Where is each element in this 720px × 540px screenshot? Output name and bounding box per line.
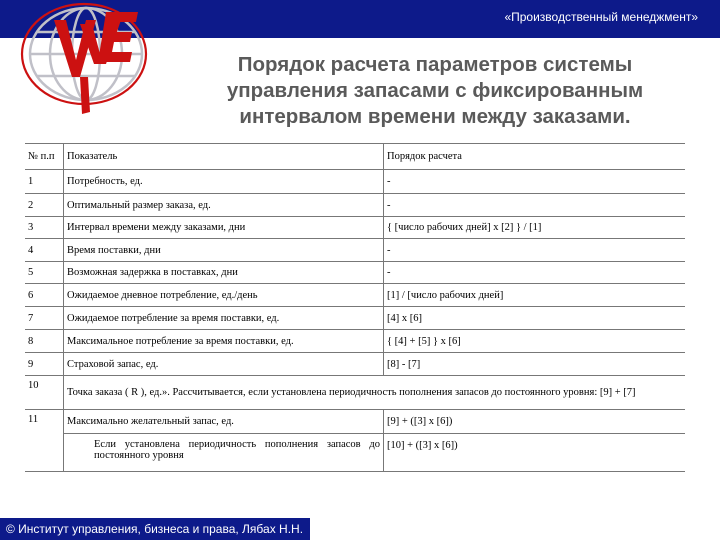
- table-cell: 1: [25, 170, 64, 194]
- table-cell: Оптимальный размер заказа, ед.: [64, 194, 384, 217]
- table-row: [25, 194, 685, 217]
- header-brand-text: «Производственный менеджмент»: [504, 10, 698, 24]
- table-cell: Потребность, ед.: [64, 170, 384, 194]
- table-row: [25, 170, 685, 194]
- logo-text: VVE: [14, 2, 17, 3]
- table-cell: Ожидаемое потребление за время поставки, ед.: [64, 307, 384, 330]
- table-cell: 5: [25, 262, 64, 284]
- table-row: [25, 239, 685, 262]
- table-row: [25, 217, 685, 239]
- table-cell: [10] + ([3] х [6]): [384, 434, 686, 472]
- table-cell: [1] / [число рабочих дней]: [384, 284, 686, 307]
- title-line-1: Порядок расчета параметров системы: [237, 53, 633, 76]
- table-cell: [8] - [7]: [384, 353, 686, 376]
- table-cell: Время поставки, дни: [64, 239, 384, 262]
- institute-logo: [14, 2, 164, 122]
- column-header: № п.п: [25, 144, 64, 170]
- column-header: Порядок расчета: [384, 144, 686, 170]
- table-row: [25, 307, 685, 330]
- table-cell: -: [384, 239, 686, 262]
- table-row: [25, 434, 685, 472]
- title-line-3: интервалом времени между заказами.: [239, 105, 631, 128]
- table-cell: Если установлена периодичность пополнения запасов до постоянного уровня: [64, 434, 384, 472]
- table-row: [25, 262, 685, 284]
- table-cell: [25, 434, 64, 472]
- table-cell: 2: [25, 194, 64, 217]
- table-cell: { [число рабочих дней] х [2] } / [1]: [384, 217, 686, 239]
- table-cell: Ожидаемое дневное потребление, ед./день: [64, 284, 384, 307]
- table-cell: -: [384, 170, 686, 194]
- table-row: [25, 353, 685, 376]
- table-cell: 4: [25, 239, 64, 262]
- table-header-row: [25, 144, 685, 170]
- table-cell: 10: [25, 376, 64, 410]
- parameters-table: [25, 143, 685, 472]
- table-cell: [4] х [6]: [384, 307, 686, 330]
- footer-copyright: © Институт управления, бизнеса и права, Лябах Н.Н.: [6, 522, 304, 536]
- table-row: [25, 330, 685, 353]
- table-cell: Точка заказа ( R ), ед.». Рассчитывается, если установлена периодичность пополнения запасов до постоянного уровня: [9] + [7]: [64, 376, 686, 410]
- table-cell: Максимально желательный запас, ед.: [64, 410, 384, 434]
- table-cell: 7: [25, 307, 64, 330]
- table-row: [25, 410, 685, 434]
- table-cell: { [4] + [5] } х [6]: [384, 330, 686, 353]
- table-cell: -: [384, 194, 686, 217]
- table-cell: Максимальное потребление за время поставки, ед.: [64, 330, 384, 353]
- table-row: [25, 376, 685, 410]
- table-cell: -: [384, 262, 686, 284]
- table-row: [25, 284, 685, 307]
- table-cell: 11: [28, 414, 39, 425]
- table-cell: 6: [25, 284, 64, 307]
- table-cell: [9] + ([3] х [6]): [384, 410, 686, 434]
- table-cell: Интервал времени между заказами, дни: [64, 217, 384, 239]
- table-cell: Возможная задержка в поставках, дни: [64, 262, 384, 284]
- table-cell: 8: [25, 330, 64, 353]
- table-cell: 9: [25, 353, 64, 376]
- page-title: [190, 52, 680, 130]
- column-header: Показатель: [64, 144, 384, 170]
- footer-bar: [0, 518, 310, 540]
- title-line-2: управления запасами с фиксированным: [226, 79, 644, 102]
- table-cell: Страховой запас, ед.: [64, 353, 384, 376]
- table-cell: 3: [25, 217, 64, 239]
